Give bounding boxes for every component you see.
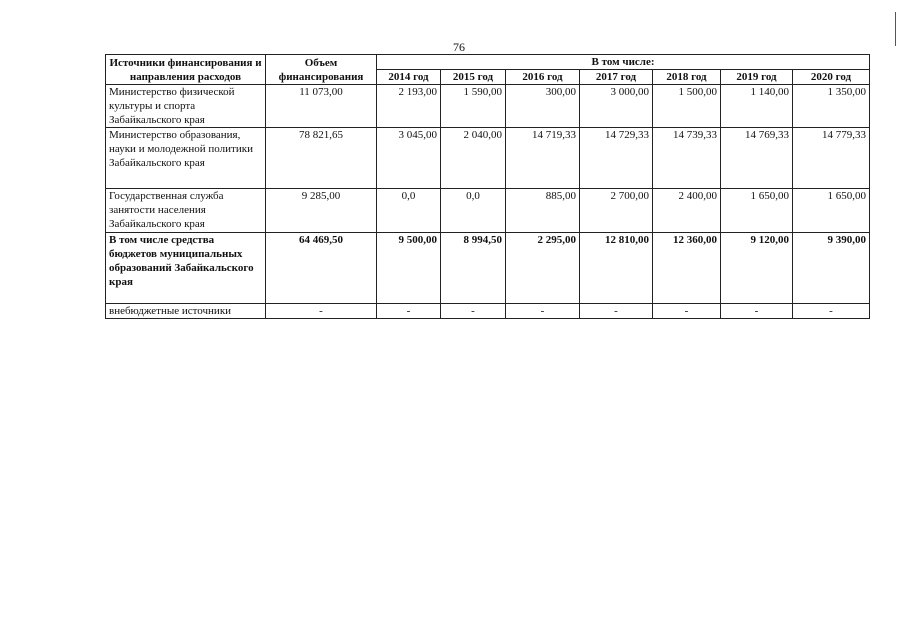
row-value: 2 193,00 — [377, 85, 441, 128]
row-value: 8 994,50 — [441, 233, 506, 304]
table-row — [106, 189, 870, 233]
row-value: 9 500,00 — [377, 233, 441, 304]
table-row — [106, 128, 870, 189]
page-number: 76 — [453, 40, 465, 54]
row-value: - — [506, 304, 580, 319]
row-value: 12 810,00 — [580, 233, 653, 304]
row-value: 3 000,00 — [580, 85, 653, 128]
row-volume: 11 073,00 — [266, 85, 377, 128]
row-value: 1 350,00 — [793, 85, 870, 128]
header-year: 2019 год — [721, 70, 793, 85]
row-value: 1 650,00 — [721, 189, 793, 233]
row-value: - — [653, 304, 721, 319]
header-including: В том числе: — [377, 55, 870, 70]
row-value: 3 045,00 — [377, 128, 441, 189]
table-row — [106, 304, 870, 319]
row-value: - — [721, 304, 793, 319]
scan-edge-mark — [895, 12, 896, 46]
row-value: 1 650,00 — [793, 189, 870, 233]
row-volume: - — [266, 304, 377, 319]
row-value: 14 719,33 — [506, 128, 580, 189]
row-value: - — [793, 304, 870, 319]
row-volume: 9 285,00 — [266, 189, 377, 233]
row-value: 0,0 — [377, 189, 441, 233]
table-row — [106, 233, 870, 304]
row-value: 14 779,33 — [793, 128, 870, 189]
row-value: 2 040,00 — [441, 128, 506, 189]
row-value: 1 590,00 — [441, 85, 506, 128]
table-row — [106, 85, 870, 128]
row-value: 1 500,00 — [653, 85, 721, 128]
header-year: 2017 год — [580, 70, 653, 85]
row-value: - — [377, 304, 441, 319]
row-value: 9 390,00 — [793, 233, 870, 304]
header-year: 2018 год — [653, 70, 721, 85]
row-source: Государственная служба занятости населения Забайкальского края — [106, 189, 266, 233]
row-value: 2 700,00 — [580, 189, 653, 233]
row-volume: 64 469,50 — [266, 233, 377, 304]
row-value: 885,00 — [506, 189, 580, 233]
row-source: Министерство физической культуры и спорта Забайкальского края — [106, 85, 266, 128]
header-year: 2016 год — [506, 70, 580, 85]
row-value: 14 729,33 — [580, 128, 653, 189]
row-volume: 78 821,65 — [266, 128, 377, 189]
row-source: В том числе средства бюджетов муниципальных образований Забайкальского края — [106, 233, 266, 304]
header-sources: Источники финансирования и направления расходов — [106, 55, 266, 85]
header-year: 2020 год — [793, 70, 870, 85]
row-value: 2 295,00 — [506, 233, 580, 304]
header-year: 2014 год — [377, 70, 441, 85]
row-value: 14 739,33 — [653, 128, 721, 189]
row-value: 9 120,00 — [721, 233, 793, 304]
row-value: 14 769,33 — [721, 128, 793, 189]
row-value: 300,00 — [506, 85, 580, 128]
row-value: 0,0 — [441, 189, 506, 233]
header-year: 2015 год — [441, 70, 506, 85]
row-value: 1 140,00 — [721, 85, 793, 128]
row-source: внебюджетные источники — [106, 304, 266, 319]
row-value: - — [441, 304, 506, 319]
row-value: 12 360,00 — [653, 233, 721, 304]
row-value: - — [580, 304, 653, 319]
header-volume: Объем финансирования — [266, 55, 377, 85]
row-value: 2 400,00 — [653, 189, 721, 233]
financing-table — [105, 54, 870, 319]
row-source: Министерство образования, науки и молодежной политики Забайкальского края — [106, 128, 266, 189]
